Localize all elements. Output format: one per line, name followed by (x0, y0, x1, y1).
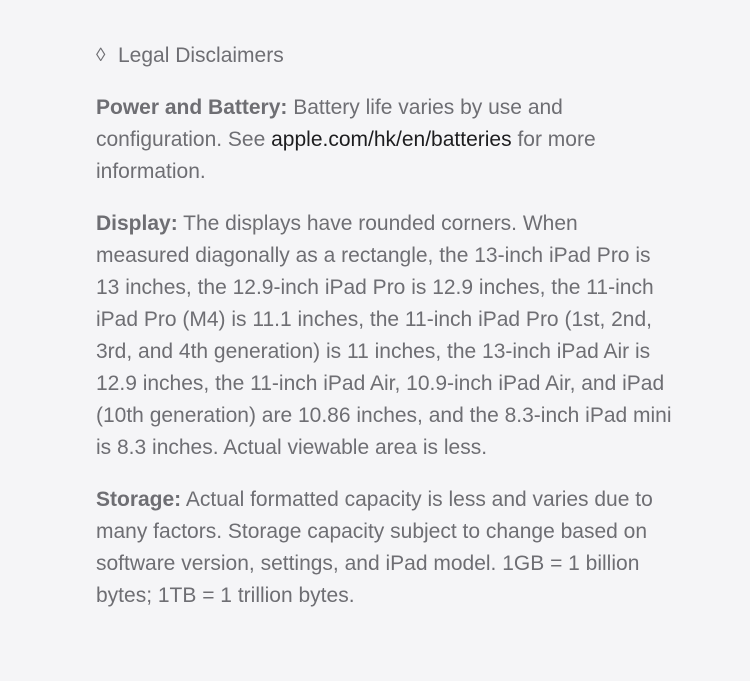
disclaimers-title: Legal Disclaimers (118, 44, 284, 67)
lozenge-icon: ◊ (96, 45, 106, 66)
power-battery-disclaimer (96, 92, 676, 188)
disclaimers-header[interactable] (96, 40, 676, 72)
display-label: Display: (96, 212, 178, 235)
storage-text: Actual formatted capacity is less and varies due to many factors. Storage capacity subject to change based on software version, settings, and iPad model. 1GB = 1 billion bytes; 1TB = 1 trillion bytes. (96, 488, 653, 607)
storage-disclaimer (96, 484, 676, 612)
display-text: The displays have rounded corners. When measured diagonally as a rectangle, the 13-inch iPad Pro is 13 inches, the 12.9-inch iPad Pro is 12.9 inches, the 11-inch iPad Pro (M4) is 11.1 inches, the 11-inch iPad Pro (1st, 2nd, 3rd, and 4th generation) is 11 inches, the 13-inch iPad Air is 12.9 inches, the 11-inch iPad Air, 10.9-inch iPad Air, and iPad (10th generation) are 10.86 inches, and the 8.3-inch iPad mini is 8.3 inches. Actual viewable area is less. (96, 212, 672, 459)
storage-label: Storage: (96, 488, 182, 511)
display-disclaimer (96, 208, 676, 464)
batteries-link[interactable]: apple.com/hk/en/batteries (271, 128, 512, 151)
legal-disclaimers-section (96, 40, 676, 632)
power-battery-text-1: Battery life varies by use and configuration. See (96, 96, 563, 151)
power-battery-label: Power and Battery: (96, 96, 288, 119)
power-battery-text-2: for more information. (96, 128, 596, 183)
